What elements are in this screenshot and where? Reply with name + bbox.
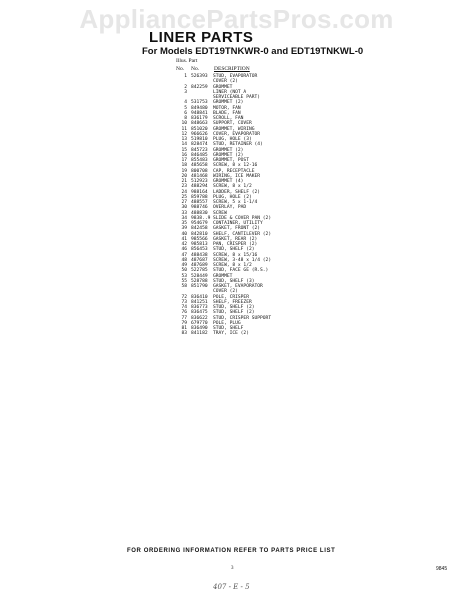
part-desc: COVER (2) — [213, 289, 238, 295]
part-desc: COVER, EVAPORATOR — [213, 131, 261, 137]
part-illus: 79 — [181, 320, 187, 326]
part-part: 841251 — [191, 299, 208, 305]
part-illus: 55 — [181, 278, 187, 284]
part-illus: 6 — [184, 110, 187, 116]
part-illus: 25 — [181, 194, 187, 200]
ordering-footer: FOR ORDERING INFORMATION REFER TO PARTS PRICE LIST — [127, 548, 336, 554]
part-part: 800708 — [191, 168, 208, 174]
part-desc: SCROLL, FAN — [213, 116, 244, 121]
part-row — [178, 331, 318, 336]
part-part: 948841 — [191, 110, 208, 116]
part-part: 488830 — [191, 210, 208, 216]
description-header: DESCRIPTION — [214, 66, 250, 72]
part-part: 841182 — [191, 331, 208, 337]
part-desc: PLUG, HOLE (2) — [213, 194, 252, 200]
part-illus: 34 — [181, 215, 187, 221]
part-desc: LADDER, SHELF (2) — [213, 189, 261, 195]
illus-header-top: Illus. — [176, 58, 188, 64]
part-desc: MOTOR, FAN — [213, 105, 241, 111]
part-illus: 5 — [184, 105, 187, 111]
part-illus: 12 — [181, 131, 187, 137]
part-illus: 72 — [181, 294, 187, 300]
part-illus: 23 — [181, 184, 187, 190]
part-illus: 73 — [181, 299, 187, 305]
part-part: 488557 — [191, 200, 208, 205]
part-desc: GROMMET, WIRING — [213, 126, 255, 132]
part-part: 849480 — [191, 105, 208, 111]
part-desc: SUPPORT, COVER — [213, 121, 252, 127]
part-illus: 3 — [184, 89, 187, 95]
part-part: 842259 — [191, 84, 208, 90]
part-part: 851790 — [191, 284, 208, 289]
part-part: 856453 — [191, 247, 208, 253]
part-illus: 74 — [181, 305, 187, 310]
part-header: No. — [191, 66, 200, 72]
part-desc: SHELF, CANTILEVER (2) — [213, 231, 272, 237]
part-desc: TRAY, ICE (2) — [213, 331, 249, 337]
part-part: 848663 — [191, 121, 208, 127]
handwritten-note: 407 - E - 5 — [213, 583, 250, 591]
part-illus: 48 — [181, 257, 187, 263]
part-desc: COVER (2) — [213, 79, 238, 85]
part-part: 988164 — [191, 189, 208, 195]
part-desc: SERVICEABLE PART) — [213, 95, 261, 100]
part-part: 988746 — [191, 205, 208, 211]
part-desc: STUD, RETAINER (4) — [213, 142, 263, 148]
part-illus: 24 — [181, 189, 187, 195]
part-part: 954679 — [191, 221, 208, 226]
part-desc: SCREW, 3-48 x 1/4 (2) — [213, 257, 272, 263]
part-desc: BLADE, FAN — [213, 110, 241, 116]
part-desc: GROMMET (2) — [213, 152, 244, 158]
part-desc: GROMMET — [213, 273, 233, 279]
part-desc: STUD, SHELF (2) — [213, 247, 255, 253]
part-desc: GROMMET (2) — [213, 147, 244, 153]
column-header-top — [176, 58, 197, 64]
part-illus: 47 — [181, 252, 187, 258]
part-illus: 58 — [181, 284, 187, 289]
part-desc: OVERLAY, PAD — [213, 205, 247, 211]
part-desc: WIRING, ICE MAKER — [213, 173, 261, 179]
part-part: 859788 — [191, 194, 208, 200]
part-illus: 17 — [181, 158, 187, 163]
part-part: 9838..9 — [191, 215, 211, 221]
part-part: 528788 — [191, 278, 208, 284]
part-illus: 11 — [181, 126, 187, 132]
part-illus: 19 — [181, 168, 187, 174]
part-desc: SCREW, 8 x 12-16 — [213, 163, 258, 169]
part-illus: 49 — [181, 263, 187, 268]
part-desc: GASKET, FRONT (2) — [213, 226, 261, 232]
illus-header: No. — [176, 66, 185, 72]
part-part: 842458 — [191, 226, 208, 232]
part-desc: STUD, CRISPER SUPPORT — [213, 315, 272, 321]
models-subtitle: For Models EDT19TNKWR-0 and EDT19TNKWL-0 — [142, 46, 364, 57]
part-desc: STUD, SHELF (3) — [213, 278, 255, 284]
part-part: 531753 — [191, 100, 208, 106]
part-desc: SCREW, 8 x 1/2 — [213, 263, 252, 268]
parts-list — [178, 74, 318, 337]
part-part: 836410 — [191, 294, 208, 300]
part-desc: SCREW, 8 x 1/2 — [213, 184, 252, 190]
page-number: 3 — [231, 566, 234, 571]
part-desc: POLE, CRISPER — [213, 294, 249, 300]
part-illus: 53 — [181, 273, 187, 279]
part-desc: STUD, SHELF (2) — [213, 310, 255, 316]
part-part: 487687 — [191, 257, 208, 263]
part-illus: 77 — [181, 315, 187, 321]
part-part: 526393 — [191, 74, 208, 79]
part-illus: 81 — [181, 326, 187, 331]
part-part: 488438 — [191, 252, 208, 258]
part-part: 481468 — [191, 173, 208, 179]
part-desc: GASKET, EVAPORATOR — [213, 284, 263, 289]
part-part: 985813 — [191, 242, 208, 247]
watermark: AppliancePartsPros.com — [79, 4, 394, 34]
part-part: 846485 — [191, 152, 208, 158]
part-illus: 16 — [181, 152, 187, 158]
part-desc: SLIDE & COVER PAN (2) — [213, 215, 272, 221]
part-part: 488294 — [191, 184, 208, 190]
part-illus: 76 — [181, 310, 187, 316]
part-desc: SCREW, 8 x 15/16 — [213, 252, 258, 258]
part-desc: STUD, SHELF — [213, 326, 244, 331]
part-illus: 35 — [181, 221, 187, 226]
part-illus: 42 — [181, 242, 187, 247]
part-illus: 14 — [181, 142, 187, 148]
part-illus: 4 — [184, 100, 187, 106]
part-illus: 18 — [181, 163, 187, 169]
part-desc: STUD, FACE GE (R.S.) — [213, 268, 269, 274]
part-part: 836490 — [191, 326, 208, 331]
part-illus: 46 — [181, 247, 187, 253]
part-illus: 50 — [181, 268, 187, 274]
part-illus: 21 — [181, 179, 187, 184]
part-desc: CAP, RECEPTACLE — [213, 168, 255, 174]
part-header-top: Part — [188, 58, 198, 64]
part-part: 512923 — [191, 179, 208, 184]
part-part: 836622 — [191, 315, 208, 321]
part-part — [191, 90, 213, 95]
part-part: 845723 — [191, 147, 208, 153]
part-illus: 27 — [181, 200, 187, 205]
part-desc: GROMMET — [213, 84, 233, 90]
part-part: 851020 — [191, 126, 208, 132]
part-illus: 8 — [184, 116, 187, 121]
part-part: 528449 — [191, 273, 208, 279]
part-part: 842810 — [191, 231, 208, 237]
part-desc: GROMMET, POST — [213, 158, 249, 163]
part-desc: GROMMET (4) — [213, 179, 244, 184]
part-desc: PAN, CRISPER (2) — [213, 242, 258, 247]
part-desc: SCREW, 5 x 1-1/4 — [213, 200, 258, 205]
part-illus: 39 — [181, 226, 187, 232]
page-title: LINER PARTS — [149, 29, 254, 46]
part-illus: 40 — [181, 231, 187, 237]
part-part: 985566 — [191, 236, 208, 242]
part-desc: LINER (NOT A — [213, 89, 247, 95]
part-part: 855483 — [191, 158, 208, 163]
part-part: 828474 — [191, 142, 208, 148]
part-illus: 2 — [184, 84, 187, 90]
part-illus: 30 — [181, 205, 187, 211]
part-part: 836773 — [191, 305, 208, 310]
part-illus: 1 — [184, 74, 187, 79]
part-illus: 41 — [181, 236, 187, 242]
part-desc: GASKET, REAR (2) — [213, 236, 258, 242]
part-desc: SHELF, FREEZER — [213, 299, 252, 305]
part-part: 836475 — [191, 310, 208, 316]
part-desc: SCREW — [213, 210, 227, 216]
part-illus: 13 — [181, 137, 187, 142]
document-code: 9845 — [436, 566, 448, 572]
part-part: 836179 — [191, 116, 208, 121]
part-part: 966626 — [191, 131, 208, 137]
part-illus: 33 — [181, 210, 187, 216]
part-part: 522785 — [191, 268, 208, 274]
part-desc: GROMMET (2) — [213, 100, 244, 106]
part-desc: CONTAINER, UTILITY — [213, 221, 263, 226]
part-illus: 10 — [181, 121, 187, 127]
part-illus: 83 — [181, 331, 187, 337]
part-part: 487689 — [191, 263, 208, 268]
part-desc: PLUG, HOLE (3) — [213, 137, 252, 142]
part-desc: STUD, EVAPORATOR — [213, 74, 258, 79]
part-part: 679770 — [191, 320, 208, 326]
part-illus: 15 — [181, 147, 187, 153]
column-header — [176, 66, 276, 72]
part-part: 519810 — [191, 137, 208, 142]
part-desc: POLE, PLUG — [213, 320, 241, 326]
part-illus: 20 — [181, 173, 187, 179]
part-desc: STUD, SHELF (2) — [213, 305, 255, 310]
part-part: 485658 — [191, 163, 208, 169]
